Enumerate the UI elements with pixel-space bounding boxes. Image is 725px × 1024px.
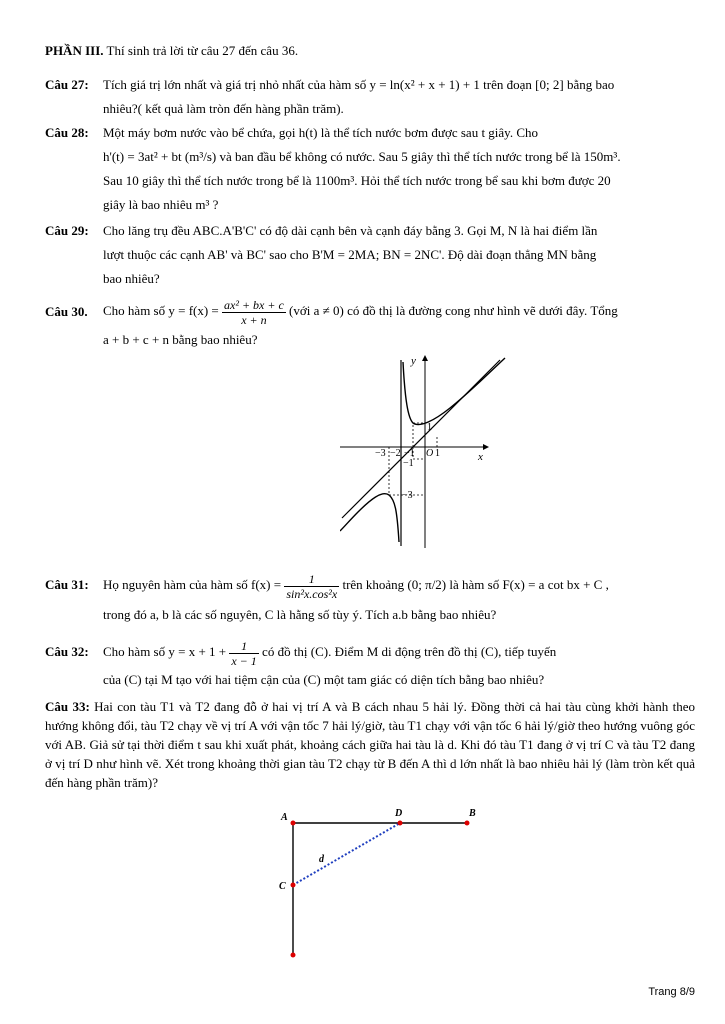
question-33-text: Hai con tàu T1 và T2 đang đỗ ở hai vị trí A và B cách nhau 5 hải lý. Đồng thời cả hai tàu cùng khởi hành theo hướng không đổi, tàu T2 chạy về vị trí A với vận tốc 7 hải lý/giờ, tàu T1 chạy với vận tốc 6 hải lý/giờ theo hướng vuông góc với AB. Giả sử tại thời điểm t sau khi xuất phát, khoảng cách giữa hai tàu là d. Khi đó tàu T1 đang ở vị trí C và tàu T2 đang ở vị trí D như hình vẽ. Xét trong khoảng thời gian tàu T2 chạy từ B đến A thì d lớn nhất là bao nhiêu hải lý (làm tròn kết quả đến hàng phần trăm)?: [45, 699, 695, 790]
oblique-asymptote: [342, 360, 500, 518]
question-29-line1: Cho lăng trụ đều ABC.A'B'C' có độ dài cạnh bên và cạnh đáy bằng 3. Gọi M, N là hai điểm lần: [103, 223, 598, 238]
question-31-pre: Họ nguyên hàm của hàm số f(x) =: [103, 577, 285, 592]
question-28-line1: Một máy bơm nước vào bể chứa, gọi h(t) là thể tích nước bơm được sau t giây. Cho: [103, 125, 539, 140]
question-30-pre: Cho hàm số y = f(x) =: [103, 303, 223, 318]
tick-1-x: 1: [435, 448, 440, 459]
question-32-post: có đồ thị (C). Điểm M di động trên đồ thị (C), tiếp tuyến: [258, 644, 557, 659]
question-30-numerator: ax² + bx + c: [224, 297, 284, 312]
question-31-mid: trên khoảng (0; π/2) là hàm số F(x) = a cot bx + C ,: [339, 577, 609, 592]
point-c: [291, 883, 296, 888]
label-d: D: [395, 808, 403, 819]
point-d: [398, 821, 403, 826]
segment-cd: [293, 823, 400, 885]
question-32-numerator: 1: [229, 639, 258, 654]
ship-figure: [275, 805, 490, 965]
question-31-label: Câu 31:: [45, 577, 89, 592]
label-d-distance: d: [319, 854, 324, 865]
question-31-line2: trong đó a, b là các số nguyên, C là hằng số tùy ý. Tích a.b bằng bao nhiêu?: [103, 607, 497, 622]
question-33: [45, 697, 695, 792]
question-32-line2: của (C) tại M tạo với hai tiệm cận của (C) một tam giác có diện tích bằng bao nhiêu?: [103, 672, 545, 687]
point-bottom: [291, 953, 296, 958]
question-30-fraction: [222, 298, 286, 327]
question-27-label: Câu 27:: [45, 77, 89, 92]
question-32-pre: Cho hàm số y = x + 1 +: [103, 644, 230, 659]
tick-minus-1-y: −1: [403, 458, 414, 469]
question-31-denominator: sin²x.cos²x: [286, 586, 338, 601]
question-29-line3: bao nhiêu?: [103, 271, 160, 286]
tick-minus-2: −2: [390, 448, 401, 459]
tick-minus-1-x: −1: [404, 448, 415, 459]
tick-minus-3: −3: [375, 448, 386, 459]
question-32-fraction: [229, 639, 258, 668]
section-heading: [45, 42, 695, 60]
page-number: Trang 8/9: [648, 986, 695, 998]
question-27-line2: nhiêu?( kết quả làm tròn đến hàng phần trăm).: [103, 101, 344, 116]
function-graph: [340, 350, 510, 550]
question-28-line3: Sau 10 giây thì thể tích nước trong bể là 1100m³. Hỏi thể tích nước trong bể sau khi bơm được 20: [103, 173, 611, 188]
question-29-line2: lượt thuộc các cạnh AB' và BC' sao cho B'M = 2MA; BN = 2NC'. Độ dài đoạn thẳng MN bằng: [103, 247, 597, 262]
question-31-fraction: [284, 572, 339, 601]
question-29-label: Câu 29:: [45, 223, 89, 238]
y-axis-label: y: [411, 355, 416, 367]
origin-label: O: [426, 448, 434, 459]
tick-1-y: 1: [427, 422, 432, 433]
point-a: [291, 821, 296, 826]
question-30-label: Câu 30.: [45, 304, 88, 319]
question-28-line2: h'(t) = 3at² + bt (m³/s) và ban đầu bể không có nước. Sau 5 giây thì thể tích nước trong bể là 150m³.: [103, 149, 621, 164]
question-30-post: (với a ≠ 0) có đồ thị là đường cong như hình vẽ dưới đây. Tổng: [285, 303, 618, 318]
question-33-label: Câu 33:: [45, 699, 90, 714]
question-28-line4: giây là bao nhiêu m³ ?: [103, 197, 219, 212]
question-31-numerator: 1: [284, 572, 339, 587]
question-32-denominator: x − 1: [231, 653, 257, 668]
question-32-label: Câu 32:: [45, 644, 89, 659]
x-axis-label: x: [478, 451, 483, 463]
section-text: Thí sinh trả lời từ câu 27 đến câu 36.: [103, 43, 299, 58]
point-b: [465, 821, 470, 826]
question-30-line2: a + b + c + n bằng bao nhiêu?: [103, 332, 258, 347]
question-27-line1: Tích giá trị lớn nhất và giá trị nhỏ nhất của hàm số y = ln(x² + x + 1) + 1 trên đoạn [0; 2] bằng bao: [103, 77, 615, 92]
label-b: B: [469, 808, 476, 819]
label-c: C: [279, 881, 286, 892]
section-label: PHẦN III.: [45, 43, 104, 58]
graph-right-branch: [403, 358, 505, 425]
graph-left-branch: [340, 494, 399, 542]
label-a: A: [281, 812, 288, 823]
question-30-denominator: x + n: [241, 312, 267, 327]
tick-minus-3-y: −3: [402, 490, 413, 501]
question-28-label: Câu 28:: [45, 125, 89, 140]
